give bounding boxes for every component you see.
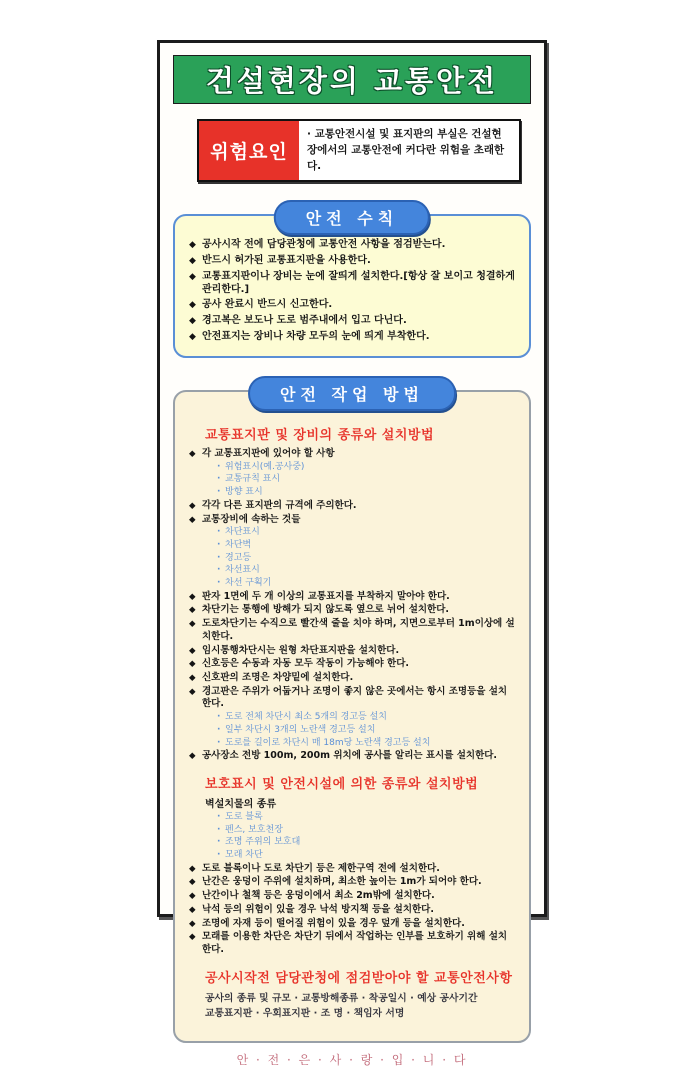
diamond-bullet-icon (189, 314, 202, 328)
bullet-icon (217, 837, 225, 849)
bullet-icon (189, 591, 202, 604)
list-item: ◆ 조명에 자재 등이 떨어질 위험이 있을 경우 덮개 등을 설치한다. (189, 918, 515, 931)
list-item: ◆ 낙석 등의 위험이 있을 경우 낙석 방지책 등을 설치한다. (189, 904, 515, 917)
subsection-list (189, 797, 515, 957)
list-item: · 방향 표시 (217, 487, 515, 499)
list-item: ◆ 판자 1면에 두 개 이상의 교통표지를 부착하지 말아야 한다. (189, 591, 515, 604)
list-item: · 도로를 길이로 차단시 매 18m당 노란색 경고등 설치 (217, 738, 515, 750)
list-item: ◆ 공사장소 전방 100m, 200m 위치에 공사를 알리는 표시를 설치한다. (189, 750, 515, 763)
list-item: · 교통규칙 표시 (217, 474, 515, 486)
list-item: · 모래 차단 (217, 850, 515, 862)
list-item: 벽설치물의 종류 (205, 798, 277, 810)
list-item: ◆ 교통장비에 속하는 것들 (189, 514, 515, 527)
hazard-factor-box (197, 119, 521, 182)
footer-slogan: 안 · 전 · 은 · 사 · 랑 · 입 · 니 · 다 (236, 1053, 468, 1068)
bullet-icon (189, 514, 202, 527)
list-item: ◆ 반드시 허가된 교통표지판을 사용한다. (189, 254, 517, 268)
bullet-icon (189, 658, 202, 671)
page-title: 건설현장의 교통안전 (173, 55, 531, 104)
bullet-icon (217, 578, 225, 590)
list-item: · 일부 차단시 3개의 노란색 경고등 설치 (217, 725, 515, 737)
subsection-heading: 공사시작전 담당관청에 점검받아야 할 교통안전사항 (205, 970, 513, 986)
pre-construction-check-subsection (189, 967, 515, 1021)
work-methods-section (173, 385, 531, 1043)
list-item: ◆ 신호판의 조명은 차양밑에 설치한다. (189, 672, 515, 685)
bullet-icon (217, 738, 225, 750)
hazard-text: · 교통안전시설 및 표지판의 부실은 건설현장에서의 교통안전에 커다란 위험을 초래한다. (307, 128, 505, 172)
list-item: ◆ 신호등은 수동과 자동 모두 작동이 가능해야 한다. (189, 658, 515, 671)
list-item: ◆ 모래를 이용한 차단은 차단기 뒤에서 작업하는 인부를 보호하기 위해 설치한다. (189, 931, 515, 956)
subsection-list (189, 991, 515, 1021)
protection-facilities-subsection (189, 773, 515, 957)
bullet-icon (189, 448, 202, 461)
safety-rules-title: 안전 수칙 (274, 200, 430, 235)
list-item: ◆ 경고복은 보도나 도로 범주내에서 입고 다닌다. (189, 314, 517, 328)
list-item: ◆ 경고판은 주위가 어둡거나 조명이 좋지 않은 곳에서는 항시 조명등을 설치한다. (189, 686, 515, 711)
bullet-icon (189, 863, 202, 876)
list-item: ◆ 도로 블록이나 도로 차단기 등은 제한구역 전에 설치한다. (189, 863, 515, 876)
list-item: · 도로 전체 차단시 최소 5개의 경고등 설치 (217, 712, 515, 724)
bullet-icon (217, 553, 225, 565)
bullet-icon (189, 645, 202, 658)
diamond-bullet-icon (189, 270, 202, 284)
list-item: · 차선 구획기 (217, 578, 515, 590)
list-item: ◆ 각각 다른 표지판의 규격에 주의한다. (189, 500, 515, 513)
list-item: · 경고등 (217, 553, 515, 565)
subsection-heading: 교통표지판 및 장비의 종류와 설치방법 (205, 428, 435, 443)
diamond-bullet-icon (189, 238, 202, 252)
list-item: ◆ 도로차단기는 수직으로 빨간색 줄을 치야 하며, 지면으로부터 1m이상에 설치한다. (189, 618, 515, 643)
bullet-icon (189, 618, 202, 631)
bullet-icon (189, 904, 202, 917)
bullet-icon (217, 850, 225, 862)
subsection-heading: 보호표시 및 안전시설에 의한 종류와 설치방법 (205, 776, 479, 792)
safety-rules-box (173, 214, 531, 358)
list-item: ◆ 난간은 웅덩이 주위에 설치하며, 최소한 높이는 1m가 되어야 한다. (189, 876, 515, 889)
diamond-bullet-icon (189, 254, 202, 268)
bullet-icon (217, 474, 225, 486)
list-item: · 차단벽 (217, 540, 515, 552)
bullet-icon (217, 527, 225, 539)
bullet-icon (217, 825, 225, 837)
subsection-list (189, 448, 515, 763)
list-item: · 차단표시 (217, 527, 515, 539)
bullet-icon (189, 500, 202, 513)
bullet-icon (217, 725, 225, 737)
bullet-icon (217, 487, 225, 499)
list-item: ◆ 공사 완료시 반드시 신고한다. (189, 298, 517, 312)
bullet-icon (217, 462, 225, 474)
bullet-icon (189, 918, 202, 931)
bullet-icon (189, 686, 202, 699)
list-item: · 펜스, 보호천장 (217, 825, 515, 837)
list-item: ◆ 공사시작 전에 담당관청에 교통안전 사항을 점검받는다. (189, 238, 517, 252)
signs-equipment-subsection (189, 424, 515, 763)
diamond-bullet-icon (189, 298, 202, 312)
bullet-icon (189, 750, 202, 763)
bullet-icon (217, 540, 225, 552)
bullet-icon (189, 876, 202, 889)
list-item: · 조명 주위의 보호대 (217, 837, 515, 849)
list-item: ◆ 난간이나 철책 등은 웅덩이에서 최소 2m밖에 설치한다. (189, 890, 515, 903)
list-item: 공사의 종류 및 규모 · 교통방해종류 · 착공일시 · 예상 공사기간 (205, 992, 478, 1004)
list-item: ◆ 안전표지는 장비나 차량 모두의 눈에 띄게 부착한다. (189, 330, 517, 344)
safety-rules-section (173, 209, 531, 358)
bullet-icon (217, 712, 225, 724)
list-item: ◆ 차단기는 통행에 방해가 되지 않도록 옆으로 뉘어 설치한다. (189, 604, 515, 617)
list-item: ◆ 임시통행차단시는 원형 차단표지판을 설치한다. (189, 645, 515, 658)
bullet-icon (217, 565, 225, 577)
work-methods-box (173, 390, 531, 1043)
list-item: · 위험표시(예.공사중) (217, 462, 515, 474)
bullet-icon (217, 812, 225, 824)
list-item: 교통표지판 · 우회표지판 · 조 명 · 책임자 서명 (205, 1007, 405, 1019)
diamond-bullet-icon (189, 330, 202, 344)
hazard-label: 위험요인 (199, 121, 299, 180)
work-methods-title: 안전 작업 방법 (248, 376, 456, 411)
bullet-icon (189, 672, 202, 685)
bullet-icon (189, 604, 202, 617)
list-item: · 차선표시 (217, 565, 515, 577)
bullet-icon (189, 931, 202, 944)
bullet-icon (189, 890, 202, 903)
list-item: ◆ 교통표지판이나 장비는 눈에 잘띄게 설치한다.[항상 잘 보이고 청결하게 관리한다.] (189, 270, 517, 296)
list-item: ◆ 각 교통표지판에 있어야 할 사항 (189, 448, 515, 461)
poster-page (157, 40, 547, 1068)
list-item: · 도로 블록 (217, 812, 515, 824)
